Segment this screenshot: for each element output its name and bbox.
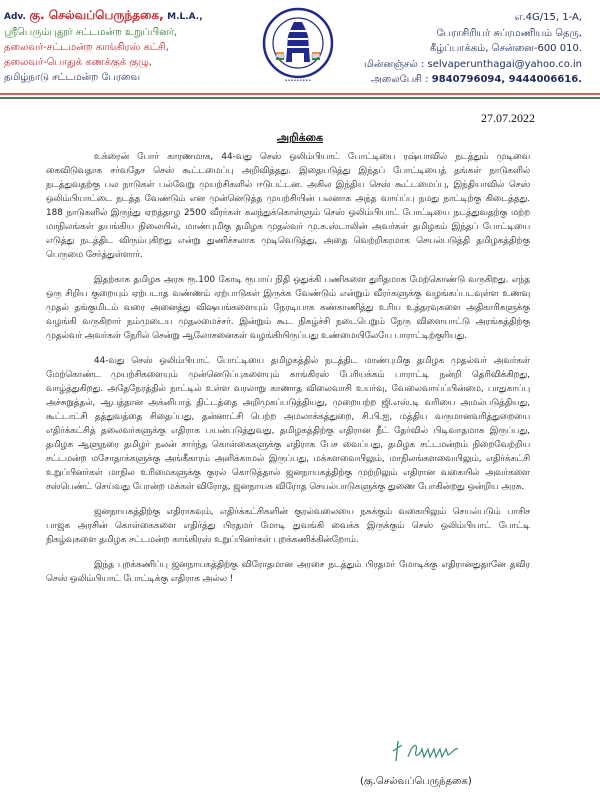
header-divider-green [0, 97, 600, 99]
paragraph-2: இதற்காக தமிழக அரசு ரூ.100 கோடி ரூபாய் நிதி ஒதுக்கி பணிகளை துரிதமாக மேற்கொண்டு வருகிறது. எந்த ஒரு சிறிய குறையும் ஏற்படாத வண்ணம் ஏற்பாடுகள் இருக்க வேண்டும் என்றும் வீரர்களுக்கு வழங்கப்படவுள்ள உணவு முதல் தங்குமிடம் வரை அனைத்து விஷயங்களையும் நேரடியாக கண்காணித்து உரிய உத்தரவுகளை அதிகாரிகளுக்கு வழங்கி வருகிறார் நம்முடைய முதலமைச்சர். இன்றும் கூட நிகழ்ச்சி நடைபெறும் நேரு விளையாட்டு அரங்கத்திற்கு முதல்வர் அவர்கள் நேரில் சென்று ஆலோசனைகள் வழங்கியிருப்பது உண்மையிலேயே பாராட்டிற்குரியது. [46, 275, 530, 341]
paragraph-1: உக்ரைன் போர் காரணமாக, 44-வது செஸ் ஒலிம்பியாட் போட்டியை ரஷ்யாவில் நடத்தும் முடிவை கைவிடுவதாக சர்வதேச செஸ் கூட்டமைப்பு அறிவித்தது. இதையடுத்து இந்தப் போட்டியைத் தங்கள் நாடுகளில் நடத்துவதற்கு பல நாடுகள் பல்வேறு முயற்சிகளில் ஈடுபட்டன. அகில இந்திய செஸ் கூட்டமைப்பு, இந்தியாவில் செஸ் ஒலிம்பியாட்டை நடத்த வேண்டும் என முன்னெடுத்த முயற்சியின் பலனாக அந்த வாய்ப்பு நமது நாட்டிற்கு கிடைத்தது. 188 நாடுகளில் இருந்து ஏறத்தாழ 2500 வீரர்கள் கலந்துக்கொள்ளும் செஸ் ஒலிம்பியாட் போட்டியை நடத்துவதற்கு மற்ற மாநிலங்கள் தயங்கிய நிலையில், மாண்புமிகு தமிழக முதல்வர் மு.க.ஸ்டாலின் அவர்கள் தமிழகம் இந்தப் போட்டியை எடுத்து நடத்திட விரும்புகிறது என்று துணிச்சலாக முடிவெடுத்து, அதை வெற்றிகரமாக செயல்படுத்தி தமிழகத்திற்கு பெருமை சேர்த்துள்ளார். [46, 152, 530, 260]
phone-numbers: 9840796094, 9444006616. [431, 74, 582, 85]
signatory-name: (கு.செல்வப்பெருந்தகை) [360, 776, 472, 787]
phone-label: அலைபேசி : [370, 74, 429, 85]
mla-name-line [4, 8, 244, 25]
email-link[interactable]: selvaperunthagai@yahoo.co.in [427, 58, 582, 70]
phone-row [282, 72, 582, 88]
position-line-1: தலைவர்-சட்டமன்ற காங்கிரஸ் கட்சி, [4, 42, 169, 53]
title-prefix: Adv. [4, 12, 26, 22]
paragraph-4: ஜனநாயகத்திற்கு எதிராகவும், எதிர்க்கட்சிகளின் குரல்வலையை நசுக்கும் வகையிலும் செயல்படும் பாசிச பாஜக அரசின் கொள்கைகளை எதிர்த்து பிரதமர் மோடி துவங்கி வைக்க இருக்கும் செஸ் ஒலிம்பியாட் போட்டி நிகழ்வுகளை தமிழக சட்டமன்ற காங்கிரஸ் உறுப்பினர்கள் புறக்கணிக்கின்றோம். [46, 507, 530, 545]
mla-name: கு. செல்வப்பெருந்தகை, [29, 8, 164, 22]
title-suffix: M.L.A., [167, 12, 203, 22]
letterhead-right [282, 10, 582, 88]
letterhead-left [4, 8, 244, 85]
document-body [46, 150, 530, 597]
header-divider-red [0, 93, 600, 95]
svg-text:•••••••••: ••••••••• [284, 78, 312, 84]
address-line-1: எ.4G/15, 1-A, [514, 12, 582, 23]
document-title: அறிக்கை [276, 131, 324, 144]
email-label: மின்னஞ்சல் : [363, 58, 425, 70]
signature-image [390, 735, 470, 765]
letterhead [0, 0, 600, 95]
constituency-line: ஸ்ரீபெரும்புதூர் சட்டமன்ற உறுப்பினர், [4, 27, 178, 38]
email-row [282, 57, 582, 73]
assembly-line: தமிழ்நாடு சட்டமன்ற பேரவை [4, 72, 141, 83]
paragraph-3: 44-வது செஸ் ஒலிம்பியாட் போட்டியை தமிழகத்தில் நடத்திட மாண்புமிகு தமிழக முதல்வர் அவர்கள் மேற்கொண்ட முயற்சிகளையும் முன்னெடுப்புகளையும் காங்கிரஸ் பேரியக்கம் பாராட்டி நன்றி தெரிவிக்கிறது, வாழ்த்துகிறது. அதேநேரத்தில் நாட்டில் உள்ள வரலாறு காணாத விலைவாசி உயர்வு, வேலைவாய்ப்பின்மை, பாதுகாப்பு அச்சுறுத்தல், ஆபத்தான அக்னிபாத் திட்டத்தை அறிமுகப்படுத்தியது, முறையற்ற ஜி.எஸ்.டி வரியை அமல்படுத்தியது, கூட்டாட்சி தத்துவத்தை சிதைப்பது, தன்னாட்சி பெற்ற அமலாக்கத்துறை, சி.பி.ஐ, மத்திய வருமானவரித்துறையை எதிர்க்கட்சித் தலைவர்களுக்கு எதிராக பயன்படுத்துவது, தமிழகத்திற்கு எதிரான நீட் தேர்வில் பிடிவாதமாக இருப்பது, தமிழக ஆளுநரை தமிழர் நலன் சார்ந்த கொள்கைகளுக்கு எதிராக பேச வைப்பது, தமிழக சட்டமன்றம் நிறைவேற்றிய சட்டமன்ற மசோதாக்களுக்கு அங்கீகாரம் அளிக்காமல் இருப்பது, மக்களவையிலும், மாநிலங்களவையிலும், எதிர்க்கட்சி உறுப்பினர்கள் மாநில உரிமைகளுக்கு குரல் கொடுத்தால் ஜனநாயகத்திற்கு முற்றிலும் எதிரான வகையில் அவர்களை சஸ்பெண்ட் செய்வது போன்ற மக்கள் விரோத, ஜனநாயக விரோத செயல்பாடுகளுக்கு துணை போகின்றது ஒன்றிய அரசு. [46, 356, 530, 492]
paragraph-5: இந்த புறக்கணிப்பு ஜனநாயகத்திற்கு விரோதமான அரசை நடத்தும் பிரதமர் மோடிக்கு எதிரானதுதானே தவிர செஸ் ஒலிம்பியாட் போட்டிக்கு எதிராக அல்ல ! [46, 560, 530, 584]
address-line-3: கீழ்ப்பாக்கம், சென்னை-600 010. [429, 43, 582, 54]
address-line-2: பேராசிரியர் சுப்ரமணியம் தெரு, [436, 27, 582, 39]
position-line-2: தலைவர்-பொதுக் கணக்குக் குழு, [4, 57, 152, 68]
document-date: 27.07.2022 [481, 111, 535, 125]
